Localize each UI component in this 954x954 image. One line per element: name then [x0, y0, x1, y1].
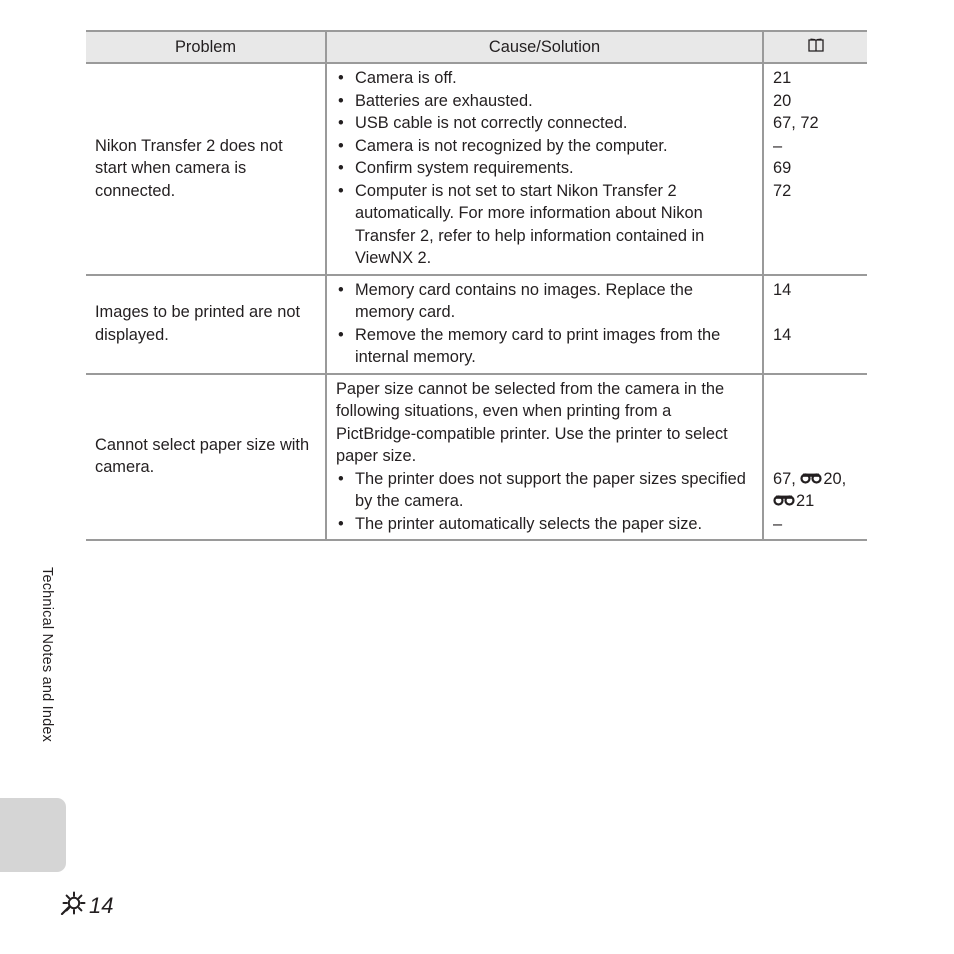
solution-item: • Camera is not recognized by the computer.	[336, 135, 754, 158]
solution-cell	[326, 275, 763, 374]
header-problem: Problem	[86, 31, 326, 63]
problem-cell: Images to be printed are not displayed.	[86, 275, 326, 374]
page-ref: 69	[773, 159, 792, 177]
table-header-row	[86, 31, 867, 63]
solution-item: • Camera is off.	[336, 67, 754, 90]
solution-item: • Memory card contains no images. Replace the memory card.	[336, 279, 754, 324]
technical-notes-icon	[60, 891, 89, 921]
page-ref: –	[773, 136, 783, 155]
page-ref: 14	[773, 325, 792, 344]
page-ref-cell	[763, 374, 867, 541]
solution-cell	[326, 63, 763, 275]
book-icon	[808, 36, 824, 59]
table-row	[86, 374, 867, 541]
header-cause-solution: Cause/Solution	[326, 31, 763, 63]
table-row	[86, 275, 867, 374]
page-ref-cell	[763, 275, 867, 374]
page-ref-cell	[763, 63, 867, 275]
section-tab	[0, 798, 66, 872]
table-row	[86, 63, 867, 275]
solution-item: • The printer automatically selects the paper size.	[336, 513, 754, 536]
solution-item: • The printer does not support the paper sizes specified by the camera.	[336, 468, 754, 513]
section-side-label: Technical Notes and Index	[39, 567, 55, 743]
solution-item: • Computer is not set to start Nikon Transfer 2 automatically. For more information about Nikon Transfer 2, refer to help information contained in ViewNX 2.	[336, 180, 754, 270]
page-ref: 67, 20,	[773, 468, 859, 491]
page-ref: 21	[773, 490, 859, 513]
page-number: 14	[60, 891, 113, 921]
problem-cell: Nikon Transfer 2 does not start when camera is connected.	[86, 63, 326, 275]
solution-item: • Confirm system requirements.	[336, 157, 754, 180]
page-ref: 21	[773, 69, 792, 87]
solution-cell	[326, 374, 763, 541]
page-ref: –	[773, 514, 783, 533]
solution-item: • Batteries are exhausted.	[336, 90, 754, 113]
reference-section-icon	[773, 491, 795, 514]
solution-intro: Paper size cannot be selected from the camera in the following situations, even when printing from a PictBridge-compatible printer. Use the printer to select paper size.	[336, 379, 728, 465]
page-ref: 20	[773, 91, 792, 110]
header-page-ref	[763, 31, 867, 63]
problem-cell: Cannot select paper size with camera.	[86, 374, 326, 541]
solution-item: • USB cable is not correctly connected.	[336, 112, 754, 135]
solution-item: • Remove the memory card to print images from the internal memory.	[336, 324, 754, 369]
page-ref: 67, 72	[773, 114, 819, 132]
page-ref: 14	[773, 280, 792, 299]
troubleshooting-table	[86, 30, 867, 541]
reference-section-icon	[800, 469, 822, 492]
page-ref: 72	[773, 181, 792, 200]
